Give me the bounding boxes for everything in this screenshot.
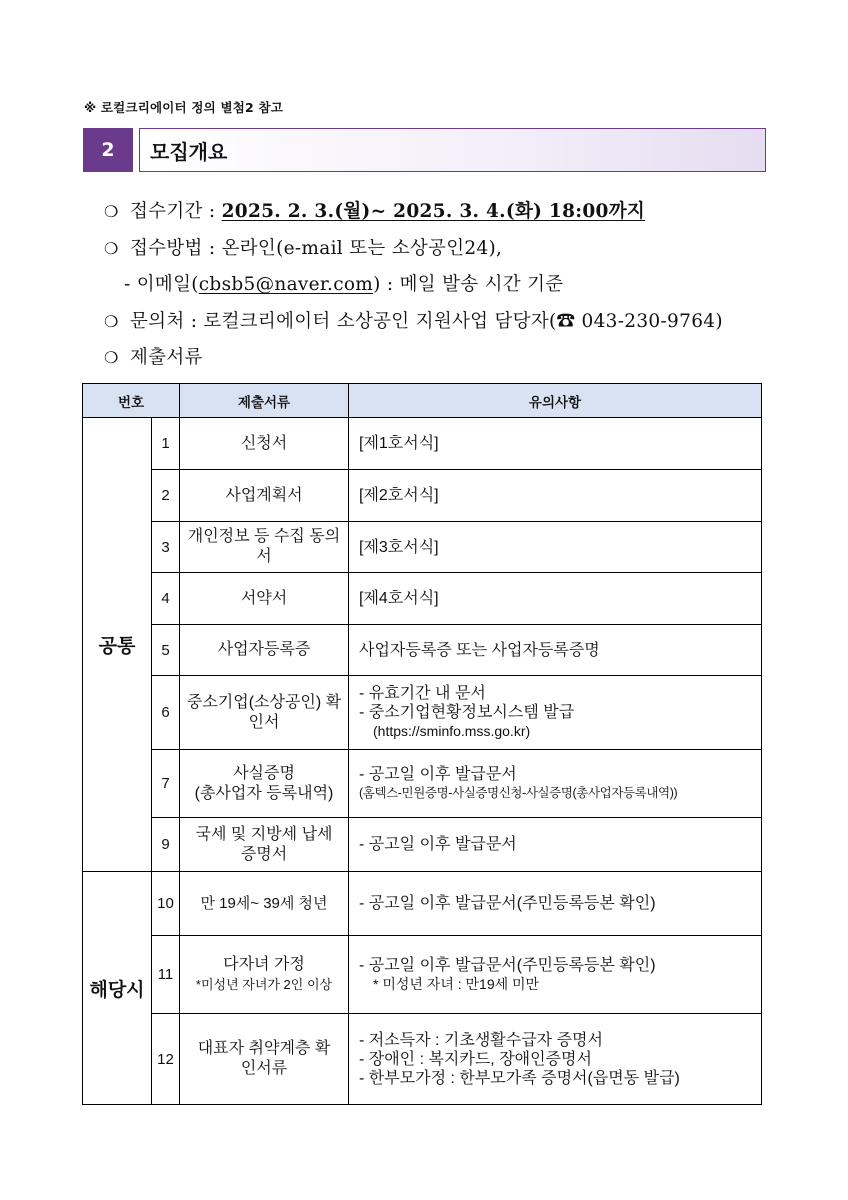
reference-note: ※ 로컬크리에이터 정의 별첨2 참고 bbox=[84, 100, 284, 115]
table-cell: 다자녀 가정 *미성년 자녀가 2인 이상 bbox=[180, 936, 349, 1014]
section-number: 2 bbox=[83, 128, 133, 172]
bullet-icon: ❍ bbox=[104, 312, 119, 331]
table-cell: 2 bbox=[152, 470, 180, 522]
group-common: 공통 bbox=[83, 418, 152, 872]
item-method: ❍ 접수방법 : 온라인(e-mail 또는 소상공인24), bbox=[104, 238, 503, 259]
item-docs: ❍ 제출서류 bbox=[104, 347, 203, 368]
group-applicable: 해당시 bbox=[83, 872, 152, 1105]
item-period: ❍ 접수기간 : 2025. 2. 3.(월)~ 2025. 3. 4.(화) 18:00까지 bbox=[104, 201, 646, 222]
table-cell: 국세 및 지방세 납세증명서 bbox=[180, 818, 349, 872]
table-cell: 11 bbox=[152, 936, 180, 1014]
table-row bbox=[83, 676, 762, 750]
email-link[interactable]: cbsb5@naver.com bbox=[198, 274, 374, 295]
documents-table bbox=[82, 383, 762, 1105]
table-cell: 사업계획서 bbox=[180, 470, 349, 522]
table-cell: 사실증명 (총사업자 등록내역) bbox=[180, 750, 349, 818]
table-cell: 3 bbox=[152, 522, 180, 573]
bullet-icon: ❍ bbox=[104, 348, 119, 367]
period-value: 2025. 2. 3.(월)~ 2025. 3. 4.(화) 18:00까지 bbox=[221, 201, 646, 222]
table-cell: 개인정보 등 수집 동의서 bbox=[180, 522, 349, 573]
table-cell: [제3호서식] bbox=[349, 522, 762, 573]
table-row bbox=[83, 750, 762, 818]
header-doc: 제출서류 bbox=[180, 384, 349, 418]
table-row bbox=[83, 573, 762, 625]
table-cell: 1 bbox=[152, 418, 180, 470]
header-no: 번호 bbox=[83, 384, 180, 418]
table-header-row bbox=[83, 384, 762, 418]
table-row bbox=[83, 1014, 762, 1105]
table-cell: 만 19세~ 39세 청년 bbox=[180, 872, 349, 936]
table-cell: [제2호서식] bbox=[349, 470, 762, 522]
table-cell: 9 bbox=[152, 818, 180, 872]
table-cell: - 저소득자 : 기초생활수급자 증명서 - 장애인 : 복지카드, 장애인증명서 - 한부모가정 : 한부모가족 증명서(읍면동 발급) bbox=[349, 1014, 762, 1105]
table-cell: [제1호서식] bbox=[349, 418, 762, 470]
table-cell: - 공고일 이후 발급문서 bbox=[349, 818, 762, 872]
bullet-icon: ❍ bbox=[104, 202, 119, 221]
table-cell: - 공고일 이후 발급문서 (홈텍스-민원증명-사실증명신청-사실증명(총사업자등록내역)) bbox=[349, 750, 762, 818]
table-cell: 7 bbox=[152, 750, 180, 818]
item-email: - 이메일(cbsb5@naver.com) : 메일 발송 시간 기준 bbox=[124, 274, 564, 295]
table-row bbox=[83, 522, 762, 573]
table-cell: 서약서 bbox=[180, 573, 349, 625]
table-cell: 5 bbox=[152, 625, 180, 676]
table-cell: 10 bbox=[152, 872, 180, 936]
table-cell: [제4호서식] bbox=[349, 573, 762, 625]
table-cell: 신청서 bbox=[180, 418, 349, 470]
table-cell: 사업자등록증 bbox=[180, 625, 349, 676]
table-cell: 사업자등록증 또는 사업자등록증명 bbox=[349, 625, 762, 676]
table-cell: - 유효기간 내 문서 - 중소기업현황정보시스템 발급 (https://sminfo.mss.go.kr) bbox=[349, 676, 762, 750]
table-row bbox=[83, 936, 762, 1014]
table-row bbox=[83, 625, 762, 676]
table-row bbox=[83, 470, 762, 522]
header-remarks: 유의사항 bbox=[349, 384, 762, 418]
bullet-icon: ❍ bbox=[104, 239, 119, 258]
table-cell: 4 bbox=[152, 573, 180, 625]
section-header bbox=[83, 128, 766, 172]
table-cell: - 공고일 이후 발급문서(주민등록등본 확인) bbox=[349, 872, 762, 936]
table-row bbox=[83, 872, 762, 936]
section-title: 모집개요 bbox=[139, 128, 766, 172]
table-cell: - 공고일 이후 발급문서(주민등록등본 확인) * 미성년 자녀 : 만19세 미만 bbox=[349, 936, 762, 1014]
table-row bbox=[83, 818, 762, 872]
table-cell: 대표자 취약계층 확인서류 bbox=[180, 1014, 349, 1105]
table-cell: 중소기업(소상공인) 확인서 bbox=[180, 676, 349, 750]
item-contact: ❍ 문의처 : 로컬크리에이터 소상공인 지원사업 담당자(☎ 043-230-9764) bbox=[104, 311, 723, 332]
table-cell: 12 bbox=[152, 1014, 180, 1105]
table-row bbox=[83, 418, 762, 470]
table-cell: 6 bbox=[152, 676, 180, 750]
